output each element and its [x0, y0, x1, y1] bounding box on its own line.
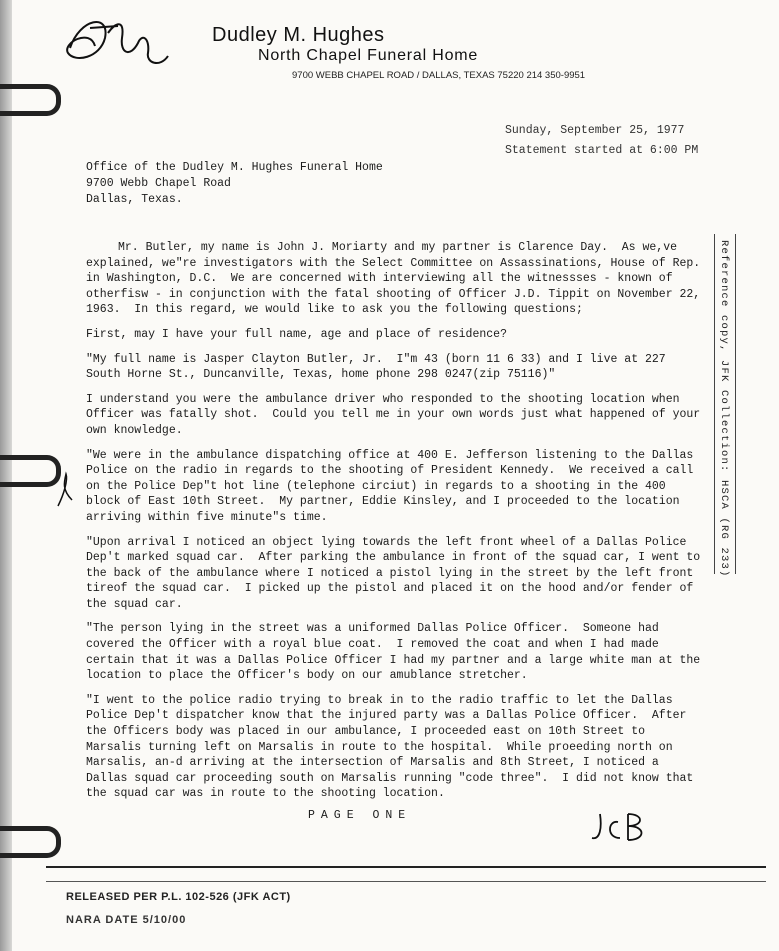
handwritten-initials-jcb [588, 808, 658, 848]
paragraph-intro: Mr. Butler, my name is John J. Moriarty and my partner is Clarence Day. As we,ve explained, we"re investigators with the Select Committee on Assassinations, House of Rep. in Washington, D.C. We are concerned with interviewing all the witnessses - known of otherfisw - in conjunction with the fatal shooting of Officer J.D. Tippit on November 22, 1963. In this regard, we would like to ask you the following questions; [86, 241, 708, 317]
date-block [505, 121, 698, 161]
release-stamp-date: NARA DATE 5/10/00 [66, 914, 187, 926]
paragraph-question: I understand you were the ambulance driver who responded to the shooting location when Officer was fatally shot. Could you tell me in your own words just what happened of your own knowledge. [86, 392, 708, 437]
paragraph-answer: "Upon arrival I noticed an object lying towards the left front wheel of a Dallas Police Dep't marked squad car. After parking the ambulance in front of the squad car, I went to the back of the ambulance where I noticed a pistol lying in the street by the left front tireof the squad car. I picked up the pistol and placed it on the hood and/or fender of the squad car. [86, 535, 708, 611]
paragraph-answer: "I went to the police radio trying to break in to the radio traffic to let the Dallas Police Dep't dispatcher know that the injured party was a Dallas Police Officer. After the Officers body was placed in our ambulance, I proceeded east on 10th Street to Marsalis turning left on Marsalis in route to the hospital. While proeeding north on Marsalis, an-d arriving at the intersection of Marsalis and 8th Street, I noticed a Dallas squad car proceeding south on Marsalis running "code three". I did not know that the squad car was in route to the shooting location. [86, 693, 701, 801]
handwritten-initials-signature [60, 8, 180, 88]
statement-body [86, 240, 706, 811]
statement-start-time: Statement started at 6:00 PM [505, 144, 699, 157]
binder-ring-bottom [0, 826, 61, 858]
letterhead-company: North Chapel Funeral Home [258, 47, 479, 64]
letterhead-name: Dudley M. Hughes [212, 24, 385, 46]
page-number-label: PAGE ONE [308, 809, 412, 822]
letterhead-address: 9700 WEBB CHAPEL ROAD / DALLAS, TEXAS 75220 214 350-9951 [292, 70, 586, 81]
paragraph-answer: "My full name is Jasper Clayton Butler, Jr. I"m 43 (born 11 6 33) and I live at 227 South Horne St., Duncanville, Texas, home phone 298 0247(zip 75116)" [86, 352, 673, 382]
scan-artifact-line [46, 881, 766, 882]
binder-ring-middle [0, 455, 61, 487]
paragraph-answer: "We were in the ambulance dispatching office at 400 E. Jefferson listening to the Dallas Police on the radio in regards to the shooting of President Kennedy. We received a call on the Police Dep"t hot line (telephone circiut) in regards to a shooting in the 400 block of East 10th Street. My partner, Eddie Kinsley, and I proceeded to the location arriving within five minute"s time. [86, 448, 701, 524]
paragraph-question: First, may I have your full name, age and place of residence? [86, 327, 507, 341]
location-line: Office of the Dudley M. Hughes Funeral Home [86, 161, 383, 174]
location-line: Dallas, Texas. [86, 193, 183, 206]
archive-stamp-text: Reference copy, JFK Collection: HSCA (RG 233) [718, 240, 730, 578]
location-line: 9700 Webb Chapel Road [86, 177, 231, 190]
archive-stamp [714, 234, 736, 578]
release-stamp: RELEASED PER P.L. 102-526 (JFK ACT) [66, 891, 291, 903]
location-block [86, 160, 383, 208]
paragraph-answer: "The person lying in the street was a uniformed Dallas Police Officer. Someone had covered the Officer with a royal blue coat. I removed the coat and when I had made certain that it was a Dallas Police Officer I had my partner and a large white man at the location to place the Officer's body on our amublance stretcher. [86, 622, 708, 683]
margin-mark [54, 470, 78, 510]
scan-artifact-line [46, 866, 766, 868]
statement-date: Sunday, September 25, 1977 [505, 124, 685, 137]
binder-ring-top [0, 84, 61, 116]
